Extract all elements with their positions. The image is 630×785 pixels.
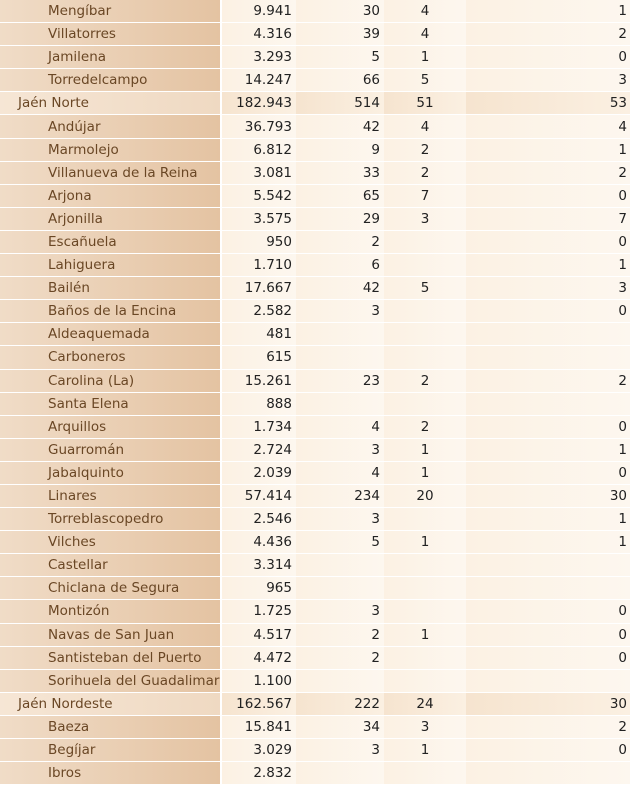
cell-col-3 (296, 762, 384, 784)
cell-col-5: 0 (466, 416, 630, 438)
cell-col-4: 5 (384, 69, 466, 91)
cell-col-2: 15.261 (222, 370, 296, 392)
cell-col-3: 514 (296, 92, 384, 114)
cell-col-5: 2 (466, 162, 630, 184)
table-row (0, 162, 630, 184)
region-row (0, 693, 630, 715)
table-row (0, 393, 630, 415)
cell-col-3: 65 (296, 185, 384, 207)
row-name: Jabalquinto (0, 462, 222, 484)
cell-col-3: 2 (296, 624, 384, 646)
table-row (0, 0, 630, 22)
table-row (0, 531, 630, 553)
table-row (0, 739, 630, 761)
cell-col-2: 57.414 (222, 485, 296, 507)
cell-col-3 (296, 577, 384, 599)
row-name: Bailén (0, 277, 222, 299)
row-name: Baños de la Encina (0, 300, 222, 322)
row-name: Carboneros (0, 346, 222, 368)
cell-col-5 (466, 323, 630, 345)
cell-col-4: 3 (384, 208, 466, 230)
cell-col-5: 1 (466, 531, 630, 553)
region-row (0, 92, 630, 114)
cell-col-2: 3.575 (222, 208, 296, 230)
row-name: Lahiguera (0, 254, 222, 276)
cell-col-4 (384, 600, 466, 622)
cell-col-4 (384, 346, 466, 368)
cell-col-3: 9 (296, 139, 384, 161)
cell-col-3: 6 (296, 254, 384, 276)
cell-col-3: 4 (296, 416, 384, 438)
cell-col-3: 3 (296, 739, 384, 761)
cell-col-2: 2.582 (222, 300, 296, 322)
row-name: Escañuela (0, 231, 222, 253)
cell-col-4 (384, 254, 466, 276)
table-row (0, 462, 630, 484)
cell-col-3: 3 (296, 600, 384, 622)
row-name: Andújar (0, 115, 222, 137)
table-row (0, 762, 630, 784)
table-row (0, 439, 630, 461)
cell-col-2: 615 (222, 346, 296, 368)
row-name: Arjonilla (0, 208, 222, 230)
cell-col-2: 3.293 (222, 46, 296, 68)
row-name: Aldeaquemada (0, 323, 222, 345)
row-name: Sorihuela del Guadalimar (0, 670, 222, 692)
cell-col-4 (384, 393, 466, 415)
row-name: Castellar (0, 554, 222, 576)
cell-col-3: 30 (296, 0, 384, 22)
row-name: Jaén Nordeste (0, 693, 222, 715)
table-row (0, 254, 630, 276)
row-name: Villanueva de la Reina (0, 162, 222, 184)
cell-col-3 (296, 346, 384, 368)
cell-col-3 (296, 323, 384, 345)
table-row (0, 23, 630, 45)
cell-col-4: 20 (384, 485, 466, 507)
cell-col-4 (384, 670, 466, 692)
cell-col-5: 3 (466, 277, 630, 299)
cell-col-2: 4.517 (222, 624, 296, 646)
cell-col-4: 4 (384, 23, 466, 45)
cell-col-4: 3 (384, 716, 466, 738)
row-name: Santisteban del Puerto (0, 647, 222, 669)
row-name: Montizón (0, 600, 222, 622)
cell-col-5: 0 (466, 647, 630, 669)
cell-col-2: 1.734 (222, 416, 296, 438)
cell-col-3: 42 (296, 115, 384, 137)
cell-col-2: 182.943 (222, 92, 296, 114)
cell-col-3: 3 (296, 300, 384, 322)
cell-col-4 (384, 508, 466, 530)
cell-col-2: 5.542 (222, 185, 296, 207)
cell-col-5: 53 (466, 92, 630, 114)
cell-col-3: 2 (296, 231, 384, 253)
cell-col-3: 234 (296, 485, 384, 507)
table-row (0, 485, 630, 507)
cell-col-5 (466, 762, 630, 784)
cell-col-4 (384, 762, 466, 784)
cell-col-4: 1 (384, 531, 466, 553)
table-row (0, 577, 630, 599)
table-row (0, 508, 630, 530)
row-name: Jaén Norte (0, 92, 222, 114)
cell-col-3: 5 (296, 46, 384, 68)
cell-col-3: 66 (296, 69, 384, 91)
table-row (0, 139, 630, 161)
cell-col-3: 4 (296, 462, 384, 484)
cell-col-4 (384, 577, 466, 599)
row-name: Santa Elena (0, 393, 222, 415)
cell-col-3: 2 (296, 647, 384, 669)
table-row (0, 346, 630, 368)
row-name: Jamilena (0, 46, 222, 68)
cell-col-3: 5 (296, 531, 384, 553)
cell-col-4 (384, 300, 466, 322)
cell-col-5: 0 (466, 300, 630, 322)
table-row (0, 647, 630, 669)
cell-col-4: 24 (384, 693, 466, 715)
table-row (0, 416, 630, 438)
cell-col-2: 2.724 (222, 439, 296, 461)
cell-col-2: 15.841 (222, 716, 296, 738)
cell-col-3: 23 (296, 370, 384, 392)
table-row (0, 277, 630, 299)
row-name: Arjona (0, 185, 222, 207)
cell-col-5: 0 (466, 231, 630, 253)
cell-col-5: 2 (466, 23, 630, 45)
row-name: Vilches (0, 531, 222, 553)
cell-col-2: 481 (222, 323, 296, 345)
cell-col-2: 162.567 (222, 693, 296, 715)
cell-col-5: 1 (466, 439, 630, 461)
cell-col-3 (296, 554, 384, 576)
cell-col-5 (466, 346, 630, 368)
cell-col-3: 39 (296, 23, 384, 45)
cell-col-4 (384, 231, 466, 253)
row-name: Begíjar (0, 739, 222, 761)
cell-col-4 (384, 323, 466, 345)
cell-col-4: 51 (384, 92, 466, 114)
cell-col-2: 17.667 (222, 277, 296, 299)
cell-col-5: 1 (466, 508, 630, 530)
cell-col-5: 0 (466, 185, 630, 207)
cell-col-4: 1 (384, 46, 466, 68)
cell-col-4 (384, 647, 466, 669)
cell-col-5: 3 (466, 69, 630, 91)
cell-col-3: 3 (296, 439, 384, 461)
cell-col-3: 34 (296, 716, 384, 738)
cell-col-3: 29 (296, 208, 384, 230)
table-row (0, 554, 630, 576)
row-name: Mengíbar (0, 0, 222, 22)
cell-col-5: 2 (466, 370, 630, 392)
cell-col-4: 2 (384, 139, 466, 161)
cell-col-5: 1 (466, 0, 630, 22)
cell-col-5 (466, 554, 630, 576)
cell-col-5: 30 (466, 693, 630, 715)
cell-col-4: 4 (384, 115, 466, 137)
table-row (0, 370, 630, 392)
cell-col-2: 3.029 (222, 739, 296, 761)
table-row (0, 115, 630, 137)
cell-col-2: 3.314 (222, 554, 296, 576)
table-row (0, 231, 630, 253)
row-name: Villatorres (0, 23, 222, 45)
cell-col-2: 888 (222, 393, 296, 415)
row-name: Chiclana de Segura (0, 577, 222, 599)
table-row (0, 185, 630, 207)
row-name: Ibros (0, 762, 222, 784)
table-row (0, 300, 630, 322)
cell-col-5: 2 (466, 716, 630, 738)
cell-col-2: 4.436 (222, 531, 296, 553)
cell-col-3: 3 (296, 508, 384, 530)
table-row (0, 670, 630, 692)
cell-col-5: 4 (466, 115, 630, 137)
cell-col-2: 36.793 (222, 115, 296, 137)
row-name: Torredelcampo (0, 69, 222, 91)
cell-col-2: 9.941 (222, 0, 296, 22)
table-row (0, 600, 630, 622)
cell-col-4: 2 (384, 370, 466, 392)
cell-col-5: 0 (466, 624, 630, 646)
row-name: Linares (0, 485, 222, 507)
cell-col-5: 1 (466, 139, 630, 161)
cell-col-4: 2 (384, 162, 466, 184)
table-row (0, 208, 630, 230)
cell-col-2: 2.832 (222, 762, 296, 784)
cell-col-4: 1 (384, 739, 466, 761)
row-name: Carolina (La) (0, 370, 222, 392)
cell-col-5 (466, 393, 630, 415)
cell-col-2: 2.546 (222, 508, 296, 530)
cell-col-2: 1.710 (222, 254, 296, 276)
cell-col-2: 4.472 (222, 647, 296, 669)
table-row (0, 323, 630, 345)
cell-col-4: 1 (384, 624, 466, 646)
cell-col-5: 7 (466, 208, 630, 230)
cell-col-2: 1.100 (222, 670, 296, 692)
cell-col-4: 2 (384, 416, 466, 438)
cell-col-2: 1.725 (222, 600, 296, 622)
row-name: Marmolejo (0, 139, 222, 161)
cell-col-3: 222 (296, 693, 384, 715)
cell-col-5 (466, 670, 630, 692)
cell-col-4: 1 (384, 462, 466, 484)
cell-col-2: 950 (222, 231, 296, 253)
cell-col-2: 6.812 (222, 139, 296, 161)
cell-col-4: 5 (384, 277, 466, 299)
row-name: Baeza (0, 716, 222, 738)
cell-col-2: 2.039 (222, 462, 296, 484)
cell-col-3 (296, 393, 384, 415)
table-row (0, 716, 630, 738)
cell-col-2: 14.247 (222, 69, 296, 91)
cell-col-5: 0 (466, 600, 630, 622)
row-name: Arquillos (0, 416, 222, 438)
cell-col-3 (296, 670, 384, 692)
table-row (0, 624, 630, 646)
cell-col-2: 965 (222, 577, 296, 599)
cell-col-4: 1 (384, 439, 466, 461)
cell-col-3: 42 (296, 277, 384, 299)
row-name: Torreblascopedro (0, 508, 222, 530)
cell-col-2: 3.081 (222, 162, 296, 184)
cell-col-5: 1 (466, 254, 630, 276)
cell-col-4 (384, 554, 466, 576)
cell-col-3: 33 (296, 162, 384, 184)
cell-col-5: 0 (466, 462, 630, 484)
cell-col-2: 4.316 (222, 23, 296, 45)
cell-col-5 (466, 577, 630, 599)
cell-col-5: 30 (466, 485, 630, 507)
table-row (0, 69, 630, 91)
cell-col-4: 7 (384, 185, 466, 207)
table-row (0, 46, 630, 68)
row-name: Guarromán (0, 439, 222, 461)
cell-col-4: 4 (384, 0, 466, 22)
row-name: Navas de San Juan (0, 624, 222, 646)
cell-col-5: 0 (466, 739, 630, 761)
cell-col-5: 0 (466, 46, 630, 68)
